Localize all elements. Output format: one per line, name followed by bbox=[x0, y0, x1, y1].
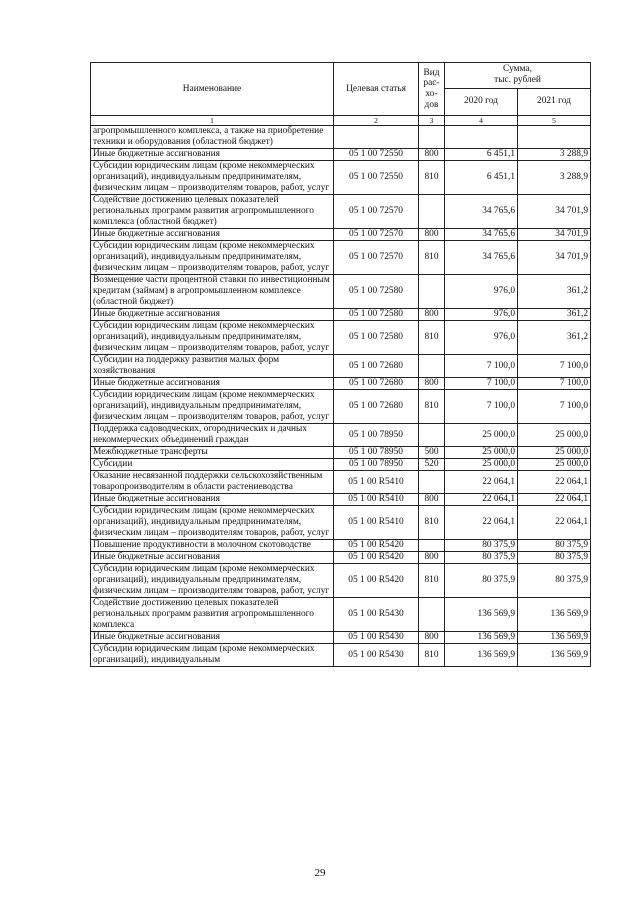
row-sum-2021: 7 100,0 bbox=[518, 355, 591, 378]
row-code: 05 1 00 R5430 bbox=[334, 632, 419, 644]
col-number: 5 bbox=[518, 116, 591, 126]
table-row bbox=[91, 390, 591, 424]
row-name: Поддержка садоводческих, огороднических и дачных некоммерческих объединений граждан bbox=[91, 424, 334, 447]
table-row bbox=[91, 598, 591, 632]
header-sum-line: тыс. рублей bbox=[494, 75, 541, 86]
row-sum-2020: 80 375,9 bbox=[445, 540, 518, 552]
row-sum-2020: 976,0 bbox=[445, 321, 518, 355]
row-sum-2021: 34 701,9 bbox=[518, 195, 591, 229]
row-sum-2020: 7 100,0 bbox=[445, 355, 518, 378]
row-code: 05 1 00 72680 bbox=[334, 378, 419, 390]
row-code: 05 1 00 R5410 bbox=[334, 506, 419, 540]
row-vid bbox=[419, 126, 445, 149]
table-row bbox=[91, 506, 591, 540]
row-code: 05 1 00 R5420 bbox=[334, 564, 419, 598]
row-code: 05 1 00 72570 bbox=[334, 241, 419, 275]
table-header bbox=[91, 63, 591, 126]
row-sum-2021: 136 569,9 bbox=[518, 644, 591, 667]
row-code: 05 1 00 72580 bbox=[334, 275, 419, 309]
header-vid-line: рас- bbox=[423, 78, 440, 89]
row-code: 05 1 00 72680 bbox=[334, 390, 419, 424]
row-sum-2020: 136 569,9 bbox=[445, 644, 518, 667]
row-vid: 810 bbox=[419, 161, 445, 195]
header-vid-line: хо- bbox=[425, 89, 438, 99]
table-row bbox=[91, 229, 591, 241]
row-name: Иные бюджетные ассигнования bbox=[91, 378, 334, 390]
row-code: 05 1 00 R5420 bbox=[334, 552, 419, 564]
header-sum bbox=[445, 63, 591, 89]
row-sum-2020: 25 000,0 bbox=[445, 424, 518, 447]
row-vid bbox=[419, 471, 445, 494]
row-vid: 800 bbox=[419, 494, 445, 506]
row-sum-2021: 136 569,9 bbox=[518, 632, 591, 644]
row-code: 05 1 00 R5430 bbox=[334, 644, 419, 667]
row-sum-2020: 22 064,1 bbox=[445, 494, 518, 506]
header-vid-line: дов bbox=[424, 99, 439, 110]
row-code: 05 1 00 78950 bbox=[334, 447, 419, 459]
row-vid: 800 bbox=[419, 229, 445, 241]
row-name: Иные бюджетные ассигнования bbox=[91, 494, 334, 506]
row-sum-2021: 34 701,9 bbox=[518, 241, 591, 275]
table-row bbox=[91, 378, 591, 390]
row-code: 05 1 00 72570 bbox=[334, 195, 419, 229]
row-sum-2021: 361,2 bbox=[518, 309, 591, 321]
row-name: Иные бюджетные ассигнования bbox=[91, 309, 334, 321]
row-name: Субсидии bbox=[91, 459, 334, 471]
header-year-2020: 2020 год bbox=[445, 88, 518, 115]
row-sum-2021: 22 064,1 bbox=[518, 494, 591, 506]
table-row bbox=[91, 149, 591, 161]
row-sum-2020: 22 064,1 bbox=[445, 506, 518, 540]
row-name: Повышение продуктивности в молочном скотоводстве bbox=[91, 540, 334, 552]
row-name: Субсидии юридическим лицам (кроме некоммерческих организаций), индивидуальным предпринимателям, физическим лицам – производителям товаров, работ, услуг bbox=[91, 321, 334, 355]
row-name: Содействие достижению целевых показателей региональных программ развития агропромышленного комплекса bbox=[91, 598, 334, 632]
header-vid-line: Вид bbox=[423, 67, 440, 78]
table-row bbox=[91, 552, 591, 564]
row-name: Иные бюджетные ассигнования bbox=[91, 552, 334, 564]
row-vid: 520 bbox=[419, 459, 445, 471]
row-sum-2020: 976,0 bbox=[445, 275, 518, 309]
row-sum-2021: 22 064,1 bbox=[518, 471, 591, 494]
row-sum-2020: 34 765,6 bbox=[445, 229, 518, 241]
row-name: Субсидии на поддержку развития малых форм хозяйствования bbox=[91, 355, 334, 378]
row-sum-2021: 80 375,9 bbox=[518, 540, 591, 552]
row-sum-2020: 7 100,0 bbox=[445, 390, 518, 424]
row-name: Субсидии юридическим лицам (кроме некоммерческих организаций), индивидуальным предпринимателям, физическим лицам – производителям товаров, работ, услуг bbox=[91, 241, 334, 275]
table-row bbox=[91, 471, 591, 494]
table-row bbox=[91, 126, 591, 149]
row-name: Иные бюджетные ассигнования bbox=[91, 149, 334, 161]
table-row bbox=[91, 195, 591, 229]
row-vid bbox=[419, 424, 445, 447]
table-row bbox=[91, 161, 591, 195]
col-number: 1 bbox=[91, 116, 334, 126]
table-body bbox=[91, 126, 591, 667]
row-sum-2021: 25 000,0 bbox=[518, 447, 591, 459]
header-vid bbox=[419, 63, 445, 116]
row-name: Оказание несвязанной поддержки сельскохозяйственным товаропроизводителям в области растениеводства bbox=[91, 471, 334, 494]
row-code: 05 1 00 R5430 bbox=[334, 598, 419, 632]
row-sum-2020: 80 375,9 bbox=[445, 564, 518, 598]
row-name: Субсидии юридическим лицам (кроме некоммерческих организаций), индивидуальным предпринимателям, физическим лицам – производителям товаров, работ, услуг bbox=[91, 506, 334, 540]
row-code: 05 1 00 72580 bbox=[334, 309, 419, 321]
header-sum-line: Сумма, bbox=[503, 64, 532, 75]
table-row bbox=[91, 447, 591, 459]
table-row bbox=[91, 309, 591, 321]
row-sum-2020: 80 375,9 bbox=[445, 552, 518, 564]
budget-table bbox=[90, 62, 591, 667]
row-vid: 810 bbox=[419, 390, 445, 424]
table-row bbox=[91, 644, 591, 667]
row-name: Иные бюджетные ассигнования bbox=[91, 229, 334, 241]
table-row bbox=[91, 424, 591, 447]
row-sum-2021: 34 701,9 bbox=[518, 229, 591, 241]
col-number: 4 bbox=[445, 116, 518, 126]
table-row bbox=[91, 275, 591, 309]
row-sum-2021: 136 569,9 bbox=[518, 598, 591, 632]
header-code-text: Целевая статья bbox=[346, 83, 406, 94]
table-row bbox=[91, 459, 591, 471]
row-sum-2021: 22 064,1 bbox=[518, 506, 591, 540]
row-code: 05 1 00 R5410 bbox=[334, 494, 419, 506]
header-year-2021: 2021 год bbox=[518, 88, 591, 115]
row-name: Субсидии юридическим лицам (кроме некоммерческих организаций), индивидуальным bbox=[91, 644, 334, 667]
row-sum-2020: 34 765,6 bbox=[445, 241, 518, 275]
row-sum-2020 bbox=[445, 126, 518, 149]
header-code bbox=[334, 63, 419, 116]
row-name: Субсидии юридическим лицам (кроме некоммерческих организаций), индивидуальным предпринимателям, физическим лицам – производителям товаров, работ, услуг bbox=[91, 564, 334, 598]
row-sum-2020: 6 451,1 bbox=[445, 149, 518, 161]
row-sum-2020: 7 100,0 bbox=[445, 378, 518, 390]
table-row bbox=[91, 632, 591, 644]
row-vid: 800 bbox=[419, 378, 445, 390]
row-sum-2021: 3 288,9 bbox=[518, 161, 591, 195]
row-sum-2021: 7 100,0 bbox=[518, 378, 591, 390]
row-code: 05 1 00 R5410 bbox=[334, 471, 419, 494]
row-sum-2020: 25 000,0 bbox=[445, 447, 518, 459]
row-code: 05 1 00 72580 bbox=[334, 321, 419, 355]
row-vid bbox=[419, 355, 445, 378]
row-code: 05 1 00 78950 bbox=[334, 459, 419, 471]
table-row bbox=[91, 355, 591, 378]
row-sum-2021: 80 375,9 bbox=[518, 564, 591, 598]
row-name: агропромышленного комплекса, а также на приобретение техники и оборудования (областной бюджет) bbox=[91, 126, 334, 149]
row-vid bbox=[419, 540, 445, 552]
row-name: Субсидии юридическим лицам (кроме некоммерческих организаций), индивидуальным предпринимателям, физическим лицам – производителям товаров, работ, услуг bbox=[91, 390, 334, 424]
row-sum-2021: 361,2 bbox=[518, 275, 591, 309]
row-code: 05 1 00 R5420 bbox=[334, 540, 419, 552]
row-vid: 800 bbox=[419, 552, 445, 564]
row-name: Содействие достижению целевых показателей региональных программ развития агропромышленного комплекса (областной бюджет) bbox=[91, 195, 334, 229]
row-vid: 800 bbox=[419, 149, 445, 161]
row-sum-2021: 3 288,9 bbox=[518, 149, 591, 161]
table-row bbox=[91, 540, 591, 552]
row-vid: 810 bbox=[419, 644, 445, 667]
table-row bbox=[91, 494, 591, 506]
row-vid: 810 bbox=[419, 321, 445, 355]
col-number: 3 bbox=[419, 116, 445, 126]
row-name: Межбюджетные трансферты bbox=[91, 447, 334, 459]
column-number-row bbox=[91, 116, 591, 126]
page-number: 29 bbox=[314, 867, 326, 879]
row-sum-2021 bbox=[518, 126, 591, 149]
row-vid: 810 bbox=[419, 506, 445, 540]
row-sum-2021: 361,2 bbox=[518, 321, 591, 355]
table-row bbox=[91, 321, 591, 355]
row-code bbox=[334, 126, 419, 149]
row-code: 05 1 00 78950 bbox=[334, 424, 419, 447]
row-sum-2020: 22 064,1 bbox=[445, 471, 518, 494]
row-name: Иные бюджетные ассигнования bbox=[91, 632, 334, 644]
row-vid: 810 bbox=[419, 564, 445, 598]
row-sum-2021: 25 000,0 bbox=[518, 459, 591, 471]
row-code: 05 1 00 72550 bbox=[334, 161, 419, 195]
row-sum-2021: 7 100,0 bbox=[518, 390, 591, 424]
row-sum-2020: 976,0 bbox=[445, 309, 518, 321]
table-row bbox=[91, 241, 591, 275]
row-code: 05 1 00 72550 bbox=[334, 149, 419, 161]
row-name: Субсидии юридическим лицам (кроме некоммерческих организаций), индивидуальным предпринимателям, физическим лицам – производителям товаров, работ, услуг bbox=[91, 161, 334, 195]
row-code: 05 1 00 72570 bbox=[334, 229, 419, 241]
table-row bbox=[91, 564, 591, 598]
row-sum-2020: 6 451,1 bbox=[445, 161, 518, 195]
col-number: 2 bbox=[334, 116, 419, 126]
row-vid: 500 bbox=[419, 447, 445, 459]
row-vid bbox=[419, 195, 445, 229]
row-vid: 800 bbox=[419, 632, 445, 644]
row-vid bbox=[419, 275, 445, 309]
row-vid: 810 bbox=[419, 241, 445, 275]
row-sum-2020: 136 569,9 bbox=[445, 632, 518, 644]
row-code: 05 1 00 72680 bbox=[334, 355, 419, 378]
row-sum-2020: 136 569,9 bbox=[445, 598, 518, 632]
header-name: Наименование bbox=[91, 63, 334, 116]
row-sum-2021: 25 000,0 bbox=[518, 424, 591, 447]
row-name: Возмещение части процентной ставки по инвестиционным кредитам (займам) в агропромышленном комплексе (областной бюджет) bbox=[91, 275, 334, 309]
row-sum-2020: 25 000,0 bbox=[445, 459, 518, 471]
row-sum-2021: 80 375,9 bbox=[518, 552, 591, 564]
row-sum-2020: 34 765,6 bbox=[445, 195, 518, 229]
row-vid: 800 bbox=[419, 309, 445, 321]
row-vid bbox=[419, 598, 445, 632]
